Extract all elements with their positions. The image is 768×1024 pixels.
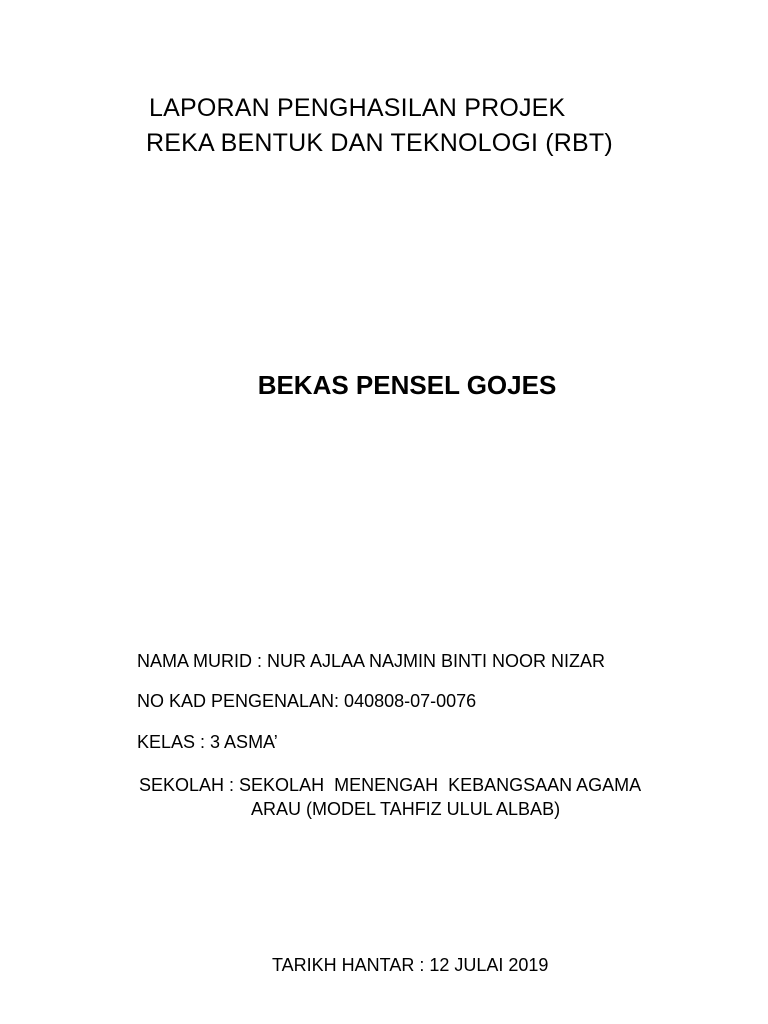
project-title: BEKAS PENSEL GOJES	[257, 370, 557, 400]
student-class: KELAS : 3 ASMA’	[137, 732, 278, 752]
report-title-line-1: LAPORAN PENGHASILAN PROJEK	[149, 94, 566, 122]
student-ic-number: NO KAD PENGENALAN: 040808-07-0076	[137, 691, 477, 711]
student-school-line-2: ARAU (MODEL TAHFIZ ULUL ALBAB)	[251, 799, 561, 819]
student-school-line-1: SEKOLAH : SEKOLAH MENENGAH KEBANGSAAN AGAMA	[139, 775, 642, 795]
submission-date: TARIKH HANTAR : 12 JULAI 2019	[272, 955, 549, 975]
student-name: NAMA MURID : NUR AJLAA NAJMIN BINTI NOOR NIZAR	[137, 651, 606, 671]
report-title-line-2: REKA BENTUK DAN TEKNOLOGI (RBT)	[146, 129, 613, 157]
